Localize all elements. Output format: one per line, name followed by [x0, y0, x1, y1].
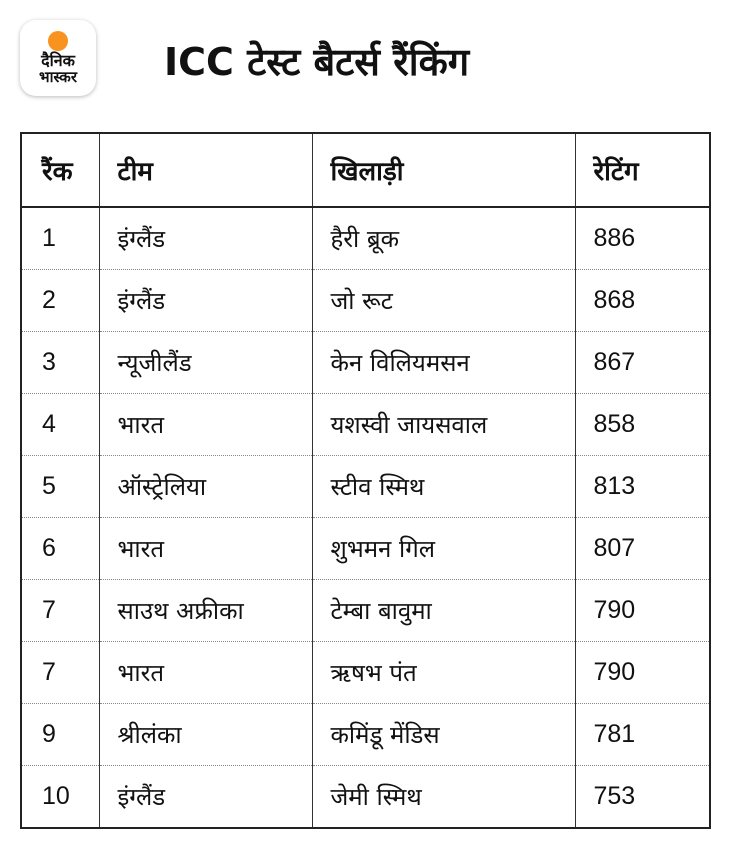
cell-team: इंग्लैंड	[99, 207, 312, 270]
table-row	[21, 704, 710, 766]
cell-player: जेमी स्मिथ	[312, 766, 575, 829]
header-rating: रेटिंग	[575, 133, 710, 207]
cell-team: भारत	[99, 518, 312, 580]
page-title: ICC टेस्ट बैटर्स रैंकिंग	[164, 40, 470, 84]
cell-team: साउथ अफ्रीका	[99, 580, 312, 642]
cell-team: श्रीलंका	[99, 704, 312, 766]
cell-rank: 7	[21, 642, 99, 704]
cell-rating: 781	[575, 704, 710, 766]
cell-rank: 4	[21, 394, 99, 456]
header-rank: रैंक	[21, 133, 99, 207]
header-team: टीम	[99, 133, 312, 207]
table-row	[21, 332, 710, 394]
cell-player: हैरी ब्रूक	[312, 207, 575, 270]
cell-rank: 9	[21, 704, 99, 766]
cell-rating: 813	[575, 456, 710, 518]
table-row	[21, 642, 710, 704]
cell-player: यशस्वी जायसवाल	[312, 394, 575, 456]
cell-team: इंग्लैंड	[99, 766, 312, 829]
cell-rating: 867	[575, 332, 710, 394]
table-row	[21, 270, 710, 332]
cell-player: जो रूट	[312, 270, 575, 332]
cell-player: स्टीव स्मिथ	[312, 456, 575, 518]
table-row	[21, 580, 710, 642]
sun-icon	[48, 31, 68, 51]
cell-rating: 753	[575, 766, 710, 829]
cell-rating: 886	[575, 207, 710, 270]
header-player: खिलाड़ी	[312, 133, 575, 207]
cell-rank: 2	[21, 270, 99, 332]
cell-rating: 868	[575, 270, 710, 332]
cell-player: ऋषभ पंत	[312, 642, 575, 704]
cell-rank: 6	[21, 518, 99, 580]
cell-player: टेम्बा बावुमा	[312, 580, 575, 642]
cell-team: ऑस्ट्रेलिया	[99, 456, 312, 518]
cell-rating: 790	[575, 580, 710, 642]
cell-player: शुभमन गिल	[312, 518, 575, 580]
table-header-row	[21, 133, 710, 207]
table-row	[21, 207, 710, 270]
cell-player: कमिंडू मेंडिस	[312, 704, 575, 766]
table-row	[21, 394, 710, 456]
table-row	[21, 766, 710, 829]
cell-rank: 10	[42, 782, 70, 810]
logo-text-bhaskar: भास्कर	[39, 67, 77, 86]
cell-team: न्यूजीलैंड	[99, 332, 312, 394]
cell-team: भारत	[99, 642, 312, 704]
table-row	[21, 518, 710, 580]
cell-rank: 5	[21, 456, 99, 518]
rankings-table	[20, 132, 711, 829]
table-row	[21, 456, 710, 518]
logo-text-dainik: दैनिक	[41, 50, 75, 70]
cell-rank: 3	[21, 332, 99, 394]
cell-rank: 7	[21, 580, 99, 642]
cell-rank: 1	[21, 207, 99, 270]
cell-rating: 790	[575, 642, 710, 704]
cell-team: भारत	[99, 394, 312, 456]
cell-team: इंग्लैंड	[99, 270, 312, 332]
cell-rating: 858	[575, 394, 710, 456]
dainik-bhaskar-logo	[20, 20, 96, 96]
cell-player: केन विलियमसन	[312, 332, 575, 394]
cell-rating: 807	[575, 518, 710, 580]
